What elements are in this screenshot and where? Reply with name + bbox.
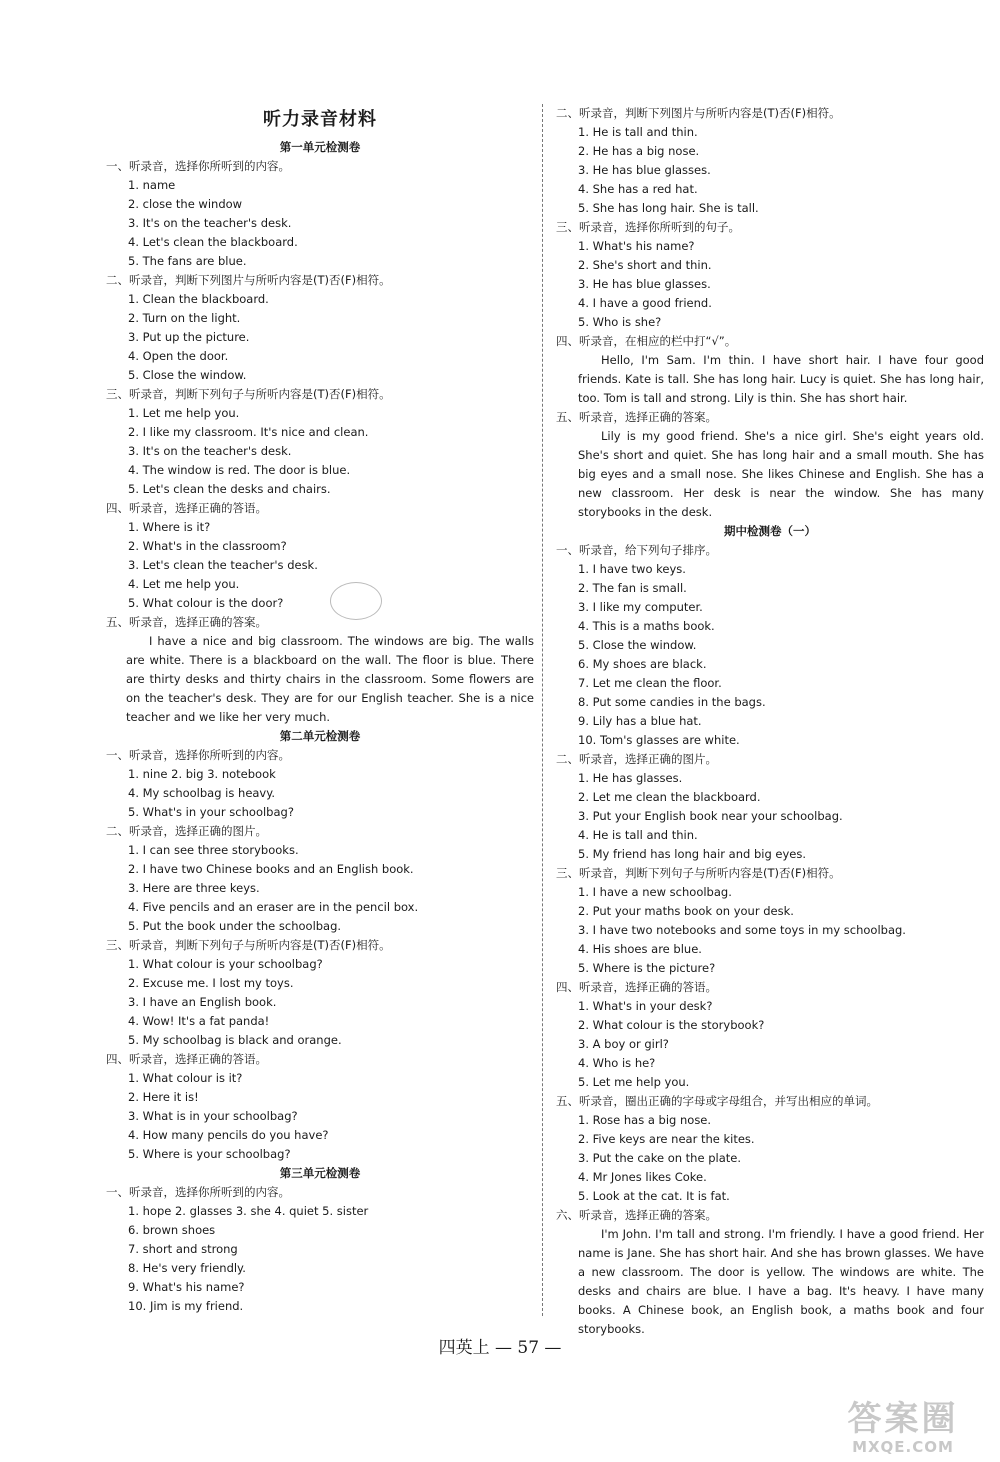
list-item: 4. Mr Jones likes Coke. bbox=[578, 1170, 707, 1184]
list-item: 1. What colour is your schoolbag? bbox=[128, 957, 323, 971]
list-item: 2. What's in the classroom? bbox=[128, 539, 287, 553]
paragraph: Hello, I'm Sam. I'm thin. I have short hair. I have four good friends. Kate is tall. She has long hair. Lucy is quiet. She has long hair, too. Tom is tall and strong. Lily is thin. She has short hair. bbox=[578, 353, 984, 405]
list-item: 1. He has glasses. bbox=[578, 771, 683, 785]
paragraph: Lily is my good friend. She's a nice girl. She's eight years old. She's short and quiet. She has long hair and a small mouth. She has big eyes and a small nose. She likes Chinese and English. She has a new classroom. Her desk is near the window. She has many storybooks in the desk. bbox=[578, 429, 984, 519]
list-item: 1. Where is it? bbox=[128, 520, 211, 534]
list-item: 1. What's his name? bbox=[578, 239, 695, 253]
list-item: 3. It's on the teacher's desk. bbox=[128, 216, 292, 230]
list-item: 8. He's very friendly. bbox=[128, 1261, 246, 1275]
list-item: 5. My friend has long hair and big eyes. bbox=[578, 847, 807, 861]
question-heading: 三、听录音，选择你所听到的句子。 bbox=[556, 220, 740, 234]
question-heading: 六、听录音，选择正确的答案。 bbox=[556, 1208, 717, 1222]
question-heading: 二、听录音，选择正确的图片。 bbox=[556, 752, 717, 766]
list-item: 5. Close the window. bbox=[578, 638, 697, 652]
question-heading: 五、听录音，选择正确的答案。 bbox=[106, 615, 267, 629]
list-item: 6. brown shoes bbox=[128, 1223, 216, 1237]
list-item: 2. Here it is! bbox=[128, 1090, 199, 1104]
paragraph: I'm John. I'm tall and strong. I'm friendly. I have a good friend. Her name is Jane. She has short hair. And she has brown glasses. We have a new classroom. The door is yellow. The windows are white. The desks and chairs are blue. I have a bag. It's heavy. I have many books. A Chinese book, an English book, a maths book and four storybooks. bbox=[578, 1227, 984, 1336]
list-item: 1. I have a new schoolbag. bbox=[578, 885, 732, 899]
list-item: 2. The fan is small. bbox=[578, 581, 687, 595]
list-item: 2. Five keys are near the kites. bbox=[578, 1132, 755, 1146]
stamp-mark bbox=[330, 582, 382, 620]
list-item: 1. Let me help you. bbox=[128, 406, 240, 420]
list-item: 2. What colour is the storybook? bbox=[578, 1018, 765, 1032]
list-item: 5. What's in your schoolbag? bbox=[128, 805, 294, 819]
list-item: 1. Clean the blackboard. bbox=[128, 292, 269, 306]
list-item: 9. What's his name? bbox=[128, 1280, 245, 1294]
list-item: 4. His shoes are blue. bbox=[578, 942, 702, 956]
list-item: 5. Put the book under the schoolbag. bbox=[128, 919, 342, 933]
question-heading: 三、听录音，判断下列句子与所听内容是(T)否(F)相符。 bbox=[106, 938, 391, 952]
question-heading: 二、听录音，判断下列图片与所听内容是(T)否(F)相符。 bbox=[556, 106, 841, 120]
list-item: 3. It's on the teacher's desk. bbox=[128, 444, 292, 458]
list-item: 9. Lily has a blue hat. bbox=[578, 714, 702, 728]
page-title: 听力录音材料 bbox=[263, 109, 377, 130]
page-footer: 四英上 — 57 — bbox=[438, 1338, 562, 1358]
list-item: 3. What is in your schoolbag? bbox=[128, 1109, 298, 1123]
column-divider bbox=[542, 104, 543, 1316]
list-item: 5. What colour is the door? bbox=[128, 596, 284, 610]
list-item: 10. Tom's glasses are white. bbox=[578, 733, 740, 747]
list-item: 2. Put your maths book on your desk. bbox=[578, 904, 794, 918]
list-item: 5. Where is the picture? bbox=[578, 961, 716, 975]
watermark-logo bbox=[818, 1400, 988, 1456]
question-heading: 二、听录音，判断下列图片与所听内容是(T)否(F)相符。 bbox=[106, 273, 391, 287]
list-item: 3. I like my computer. bbox=[578, 600, 703, 614]
list-item: 4. This is a maths book. bbox=[578, 619, 715, 633]
list-item: 1. I can see three storybooks. bbox=[128, 843, 299, 857]
list-item: 8. Put some candies in the bags. bbox=[578, 695, 766, 709]
list-item: 4. I have a good friend. bbox=[578, 296, 712, 310]
question-heading: 一、听录音，选择你所听到的内容。 bbox=[106, 159, 290, 173]
list-item: 5. The fans are blue. bbox=[128, 254, 247, 268]
question-heading: 二、听录音，选择正确的图片。 bbox=[106, 824, 267, 838]
section-title: 期中检测卷（一） bbox=[724, 524, 816, 538]
list-item: 3. Here are three keys. bbox=[128, 881, 260, 895]
list-item: 4. Let's clean the blackboard. bbox=[128, 235, 298, 249]
list-item: 6. My shoes are black. bbox=[578, 657, 707, 671]
list-item: 1. nine 2. big 3. notebook bbox=[128, 767, 276, 781]
list-item: 3. Put the cake on the plate. bbox=[578, 1151, 741, 1165]
list-item: 5. She has long hair. She is tall. bbox=[578, 201, 759, 215]
list-item: 4. The window is red. The door is blue. bbox=[128, 463, 351, 477]
list-item: 2. close the window bbox=[128, 197, 243, 211]
list-item: 2. He has a big nose. bbox=[578, 144, 700, 158]
list-item: 3. Let's clean the teacher's desk. bbox=[128, 558, 318, 572]
question-heading: 四、听录音，在相应的栏中打“√”。 bbox=[556, 334, 737, 348]
list-item: 5. Look at the cat. It is fat. bbox=[578, 1189, 730, 1203]
list-item: 3. Put up the picture. bbox=[128, 330, 250, 344]
question-heading: 三、听录音，判断下列句子与所听内容是(T)否(F)相符。 bbox=[556, 866, 841, 880]
watermark-text: 答案圈 bbox=[847, 1399, 959, 1439]
question-heading: 三、听录音，判断下列句子与所听内容是(T)否(F)相符。 bbox=[106, 387, 391, 401]
question-heading: 四、听录音，选择正确的答语。 bbox=[556, 980, 717, 994]
list-item: 1. name bbox=[128, 178, 176, 192]
list-item: 2. Excuse me. I lost my toys. bbox=[128, 976, 294, 990]
list-item: 2. I have two Chinese books and an English book. bbox=[128, 862, 414, 876]
list-item: 3. He has blue glasses. bbox=[578, 163, 711, 177]
list-item: 4. Let me help you. bbox=[128, 577, 240, 591]
section-title: 第二单元检测卷 bbox=[279, 729, 361, 743]
question-heading: 一、听录音，选择你所听到的内容。 bbox=[106, 748, 290, 762]
watermark-url: MXQE.COM bbox=[852, 1438, 954, 1456]
list-item: 4. Who is he? bbox=[578, 1056, 656, 1070]
list-item: 5. My schoolbag is black and orange. bbox=[128, 1033, 342, 1047]
list-item: 4. Wow! It's a fat panda! bbox=[128, 1014, 270, 1028]
question-heading: 一、听录音，选择你所听到的内容。 bbox=[106, 1185, 290, 1199]
section-title: 第一单元检测卷 bbox=[279, 140, 361, 154]
list-item: 3. I have two notebooks and some toys in my schoolbag. bbox=[578, 923, 906, 937]
list-item: 4. Five pencils and an eraser are in the pencil box. bbox=[128, 900, 419, 914]
list-item: 2. Let me clean the blackboard. bbox=[578, 790, 761, 804]
list-item: 4. How many pencils do you have? bbox=[128, 1128, 329, 1142]
list-item: 1. What colour is it? bbox=[128, 1071, 243, 1085]
list-item: 3. A boy or girl? bbox=[578, 1037, 669, 1051]
question-heading: 四、听录音，选择正确的答语。 bbox=[106, 1052, 267, 1066]
paragraph: I have a nice and big classroom. The windows are big. The walls are white. There is a blackboard on the wall. The floor is blue. There are thirty desks and thirty chairs in the classroom. Some flowers are on the teacher's desk. They are for our English teacher. She is a nice teacher and we like her very much. bbox=[126, 634, 534, 724]
question-heading: 五、听录音，选择正确的答案。 bbox=[556, 410, 717, 424]
list-item: 5. Who is she? bbox=[578, 315, 662, 329]
list-item: 1. What's in your desk? bbox=[578, 999, 713, 1013]
list-item: 4. He is tall and thin. bbox=[578, 828, 698, 842]
list-item: 3. I have an English book. bbox=[128, 995, 277, 1009]
list-item: 2. Turn on the light. bbox=[128, 311, 241, 325]
list-item: 7. Let me clean the floor. bbox=[578, 676, 722, 690]
question-heading: 五、听录音，圈出正确的字母或字母组合，并写出相应的单词。 bbox=[556, 1094, 878, 1108]
list-item: 2. She's short and thin. bbox=[578, 258, 712, 272]
question-heading: 一、听录音，给下列句子排序。 bbox=[556, 543, 717, 557]
right-column bbox=[556, 104, 984, 1339]
list-item: 1. I have two keys. bbox=[578, 562, 686, 576]
list-item: 5. Let me help you. bbox=[578, 1075, 690, 1089]
section-title: 第三单元检测卷 bbox=[279, 1166, 361, 1180]
question-heading: 四、听录音，选择正确的答语。 bbox=[106, 501, 267, 515]
list-item: 4. Open the door. bbox=[128, 349, 229, 363]
list-item: 1. He is tall and thin. bbox=[578, 125, 698, 139]
list-item: 1. Rose has a big nose. bbox=[578, 1113, 712, 1127]
list-item: 3. He has blue glasses. bbox=[578, 277, 711, 291]
list-item: 7. short and strong bbox=[128, 1242, 238, 1256]
list-item: 1. hope 2. glasses 3. she 4. quiet 5. sister bbox=[128, 1204, 369, 1218]
list-item: 5. Where is your schoolbag? bbox=[128, 1147, 291, 1161]
list-item: 5. Close the window. bbox=[128, 368, 247, 382]
list-item: 4. She has a red hat. bbox=[578, 182, 698, 196]
list-item: 3. Put your English book near your schoolbag. bbox=[578, 809, 843, 823]
list-item: 5. Let's clean the desks and chairs. bbox=[128, 482, 331, 496]
list-item: 4. My schoolbag is heavy. bbox=[128, 786, 276, 800]
list-item: 2. I like my classroom. It's nice and clean. bbox=[128, 425, 369, 439]
list-item: 10. Jim is my friend. bbox=[128, 1299, 244, 1313]
left-column bbox=[106, 106, 534, 1316]
